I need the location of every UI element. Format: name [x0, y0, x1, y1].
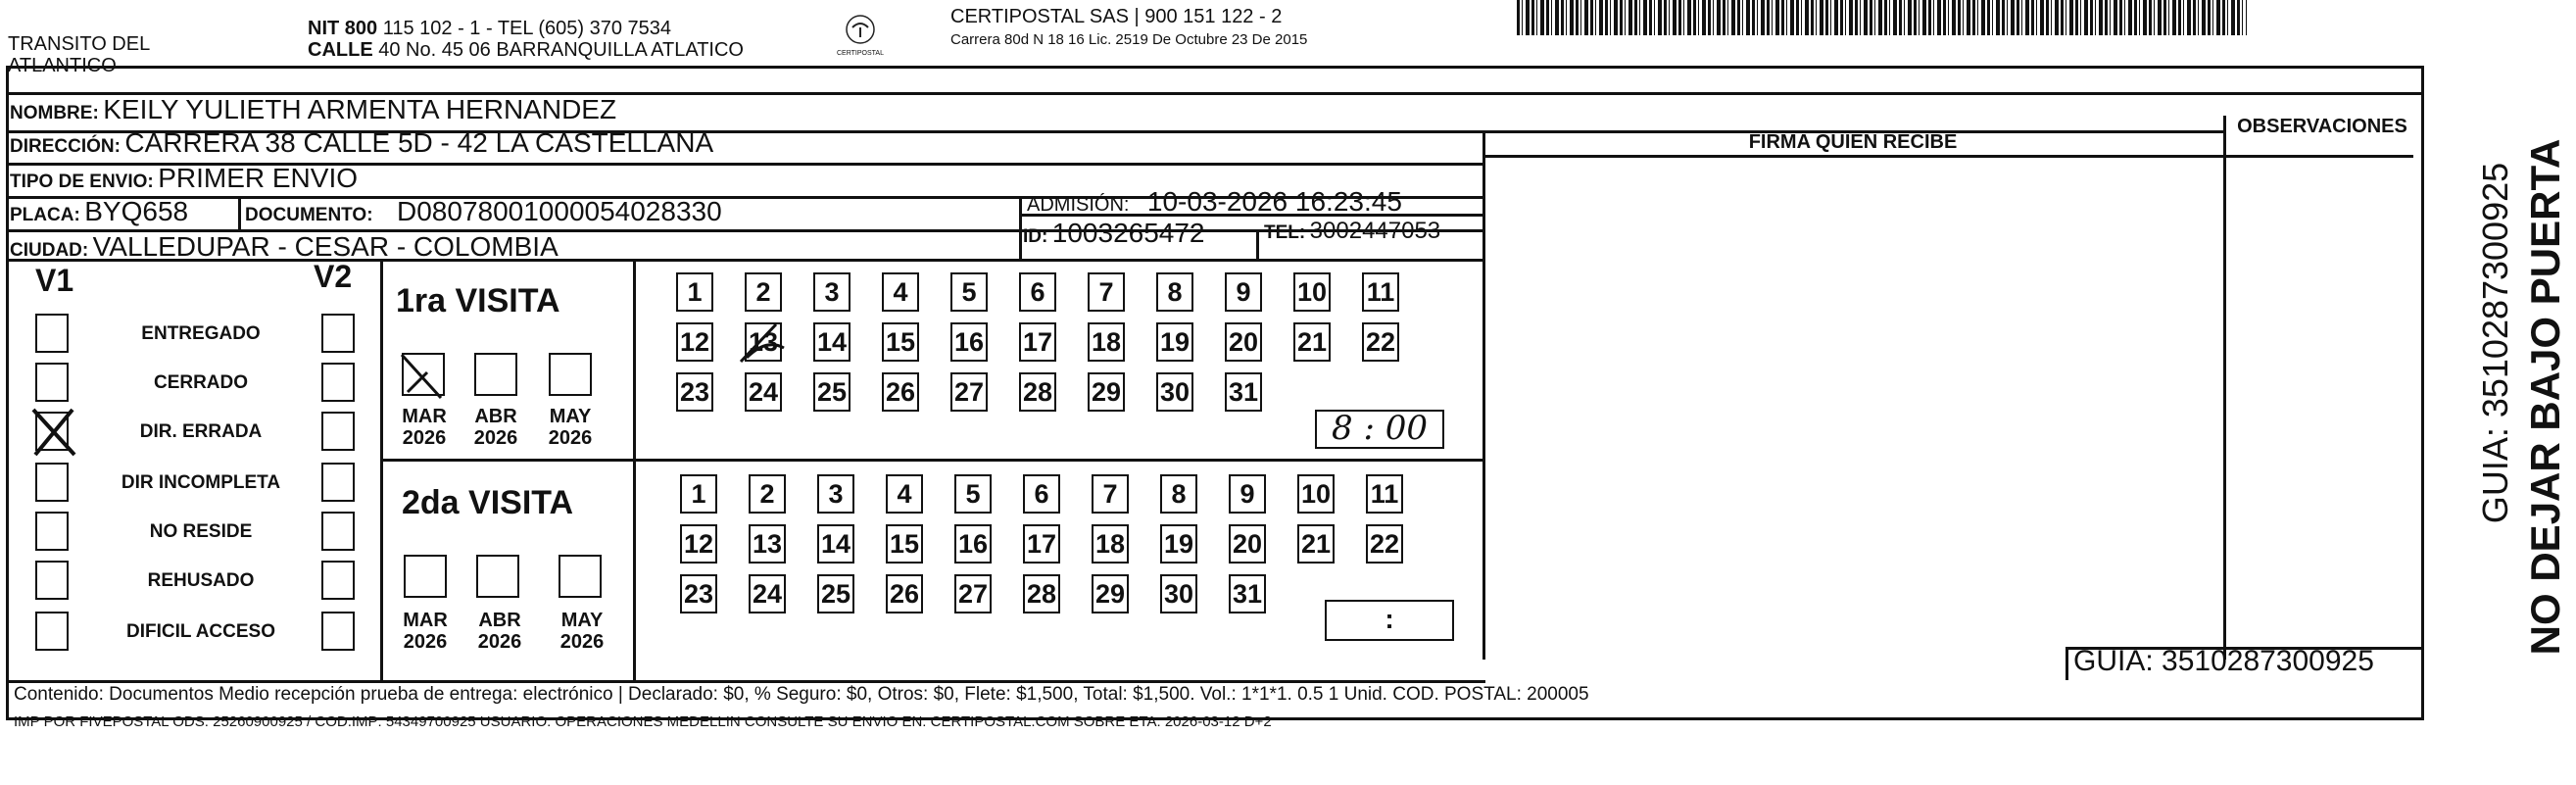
visit-1-day-31[interactable]: 31: [1225, 372, 1262, 412]
year: 2026: [559, 631, 605, 653]
visit-2-day-12[interactable]: 12: [680, 524, 717, 564]
visit-2-day-27[interactable]: 27: [954, 574, 992, 613]
visit-1-label-mar: [398, 406, 451, 449]
v2-checkbox-no-reside[interactable]: [321, 512, 355, 551]
status-dir-errada: DIR. ERRADA: [139, 421, 263, 442]
visit-2-day-4[interactable]: 4: [886, 474, 923, 514]
visit-2-month-mar[interactable]: [404, 555, 447, 598]
v2-checkbox-cerrado[interactable]: [321, 363, 355, 402]
handwritten-check-mark: [398, 347, 457, 402]
tel-label: TEL:: [1264, 222, 1306, 243]
documento-cell: [245, 196, 722, 227]
visit-2-day-6[interactable]: 6: [1023, 474, 1060, 514]
year: 2026: [477, 631, 522, 653]
visit-1-day-1[interactable]: 1: [676, 272, 713, 312]
visit-2-day-25[interactable]: 25: [817, 574, 854, 613]
visit-1-day-18[interactable]: 18: [1088, 322, 1125, 362]
visit-1-day-8[interactable]: 8: [1156, 272, 1193, 312]
month-name: MAR: [403, 610, 448, 631]
v2-checkbox-dificil-acceso[interactable]: [321, 612, 355, 651]
visit-1-day-12[interactable]: 12: [676, 322, 713, 362]
visit-1-day-25[interactable]: 25: [813, 372, 851, 412]
visit-1-month-abr[interactable]: [474, 353, 517, 396]
visit-1-day-22[interactable]: 22: [1362, 322, 1399, 362]
visit-2-time-field[interactable]: :: [1325, 600, 1454, 641]
side-guia: GUIA: 3510287300925: [2475, 162, 2515, 524]
ciudad-value: VALLEDUPAR - CESAR - COLOMBIA: [92, 231, 559, 262]
month-name: MAY: [549, 406, 592, 427]
visit-1-label-abr: [468, 406, 523, 449]
visit-2-day-5[interactable]: 5: [954, 474, 992, 514]
placa-cell: [10, 196, 188, 227]
side-warning: NO DEJAR BAJO PUERTA: [2522, 138, 2568, 656]
visit-2-day-21[interactable]: 21: [1297, 524, 1335, 564]
visit-1-day-26[interactable]: 26: [882, 372, 919, 412]
visit-1-title: 1ra VISITA: [396, 282, 560, 319]
visit-1-day-2[interactable]: 2: [745, 272, 782, 312]
v1-checkbox-dificil-acceso[interactable]: [35, 612, 69, 651]
tel-value: 3002447053: [1309, 218, 1441, 244]
ciudad-row: [10, 231, 559, 263]
v2-checkbox-entregado[interactable]: [321, 314, 355, 353]
month-name: MAR: [402, 406, 447, 427]
visit-1-day-9[interactable]: 9: [1225, 272, 1262, 312]
admision-value: 10-03-2026 16:23:45: [1146, 186, 1402, 217]
visit-2-day-19[interactable]: 19: [1160, 524, 1197, 564]
visit-2-day-9[interactable]: 9: [1229, 474, 1266, 514]
status-cerrado: CERRADO: [153, 372, 249, 393]
direccion-row: [10, 127, 713, 159]
status-no-reside: NO RESIDE: [149, 521, 253, 542]
tipo-row: [10, 163, 358, 194]
handwritten-day-mark: [737, 319, 790, 368]
visit-2-day-16[interactable]: 16: [954, 524, 992, 564]
visit-2-month-abr[interactable]: [476, 555, 519, 598]
visit-2-day-1[interactable]: 1: [680, 474, 717, 514]
company-line-2: ATLANTICO: [8, 55, 117, 76]
visit-1-day-3[interactable]: 3: [813, 272, 851, 312]
placa-value: BYQ658: [84, 196, 189, 226]
company-line-1: TRANSITO DEL: [8, 33, 151, 55]
visit-1-day-23[interactable]: 23: [676, 372, 713, 412]
visit-1-day-30[interactable]: 30: [1156, 372, 1193, 412]
ciudad-label: CIUDAD:: [10, 240, 89, 261]
visit-1-day-20[interactable]: 20: [1225, 322, 1262, 362]
visit-1-day-29[interactable]: 29: [1088, 372, 1125, 412]
visit-2-day-22[interactable]: 22: [1366, 524, 1403, 564]
v2-label: V2: [314, 259, 353, 294]
visit-1-time-field[interactable]: 8 : 00: [1315, 410, 1444, 449]
visit-2-title: 2da VISITA: [402, 484, 574, 521]
status-dificil-acceso: DIFICIL ACCESO: [125, 621, 275, 642]
year: 2026: [403, 631, 448, 653]
id-value: 1003265472: [1051, 218, 1205, 248]
visit-1-day-21[interactable]: 21: [1293, 322, 1331, 362]
address-value: 40 No. 45 06 BARRANQUILLA ATLATICO: [372, 39, 744, 61]
visit-2-day-11[interactable]: 11: [1366, 474, 1403, 514]
logo-text: CERTIPOSTAL: [837, 50, 884, 57]
status-dir-incompleta: DIR INCOMPLETA: [121, 472, 281, 493]
documento-label: DOCUMENTO:: [245, 205, 373, 225]
id-cell: [1023, 218, 1205, 249]
visit-1-day-14[interactable]: 14: [813, 322, 851, 362]
v2-checkbox-rehusado[interactable]: [321, 561, 355, 600]
tel-cell: [1264, 218, 1440, 245]
visit-1-day-13[interactable]: 13: [745, 322, 782, 362]
courier-line-2: Carrera 80d N 18 16 Lic. 2519 De Octubre 23 De 2015: [950, 31, 1308, 48]
visit-1-day-4[interactable]: 4: [882, 272, 919, 312]
v1-label: V1: [35, 263, 74, 298]
signature-area[interactable]: [1487, 159, 2218, 649]
visit-2-day-29[interactable]: 29: [1092, 574, 1129, 613]
visit-2-day-14[interactable]: 14: [817, 524, 854, 564]
tipo-label: TIPO DE ENVIO:: [10, 172, 154, 192]
month-name: ABR: [478, 610, 521, 631]
observaciones-header: OBSERVACIONES: [2237, 116, 2407, 137]
placa-label: PLACA:: [10, 205, 80, 225]
v2-checkbox-dir-errada[interactable]: [321, 412, 355, 451]
visit-1-day-19[interactable]: 19: [1156, 322, 1193, 362]
footer-guia: GUIA: 3510287300925: [2073, 645, 2374, 677]
visit-2-day-3[interactable]: 3: [817, 474, 854, 514]
nombre-row: [10, 94, 616, 125]
company-contact: [308, 18, 744, 61]
tipo-value: PRIMER ENVIO: [158, 163, 359, 193]
id-label: ID:: [1023, 226, 1048, 247]
visit-2-day-17[interactable]: 17: [1023, 524, 1060, 564]
visit-1-day-16[interactable]: 16: [950, 322, 988, 362]
visit-2-day-13[interactable]: 13: [749, 524, 786, 564]
status-rehusado: REHUSADO: [147, 570, 255, 591]
visit-2-day-10[interactable]: 10: [1297, 474, 1335, 514]
visit-1-day-15[interactable]: 15: [882, 322, 919, 362]
year: 2026: [548, 427, 593, 449]
status-entregado: ENTREGADO: [141, 323, 261, 344]
courier-line-1: CERTIPOSTAL SAS | 900 151 122 - 2: [950, 6, 1283, 27]
visit-1-day-10[interactable]: 10: [1293, 272, 1331, 312]
visit-1-day-6[interactable]: 6: [1019, 272, 1056, 312]
observations-area[interactable]: [2228, 159, 2416, 649]
v1-checkbox-dir-incompleta[interactable]: [35, 463, 69, 502]
visit-1-day-11[interactable]: 11: [1362, 272, 1399, 312]
visit-2-day-2[interactable]: 2: [749, 474, 786, 514]
visit-2-day-30[interactable]: 30: [1160, 574, 1197, 613]
visit-2-day-28[interactable]: 28: [1023, 574, 1060, 613]
handwritten-x-mark: [29, 406, 78, 459]
v2-checkbox-dir-incompleta[interactable]: [321, 463, 355, 502]
year: 2026: [473, 427, 518, 449]
nit-value: 115 102 - 1 - TEL (605) 370 7534: [377, 18, 671, 39]
visit-2-day-23[interactable]: 23: [680, 574, 717, 613]
visit-1-day-5[interactable]: 5: [950, 272, 988, 312]
documento-value: D08078001000054028330: [397, 196, 722, 226]
visit-2-day-20[interactable]: 20: [1229, 524, 1266, 564]
courier-logo-icon: [841, 14, 880, 47]
admision-cell: [1027, 186, 1402, 218]
year: 2026: [402, 427, 447, 449]
visit-2-day-24[interactable]: 24: [749, 574, 786, 613]
month-name: ABR: [474, 406, 517, 427]
v1-checkbox-entregado[interactable]: [35, 314, 69, 353]
visit-1-day-7[interactable]: 7: [1088, 272, 1125, 312]
visit-2-day-7[interactable]: 7: [1092, 474, 1129, 514]
v1-checkbox-dir-errada[interactable]: [35, 412, 69, 451]
nombre-label: NOMBRE:: [10, 103, 99, 123]
visit-2-day-26[interactable]: 26: [886, 574, 923, 613]
visit-2-day-8[interactable]: 8: [1160, 474, 1197, 514]
nit-label: NIT 800: [308, 18, 378, 39]
visit-1-day-27[interactable]: 27: [950, 372, 988, 412]
direccion-label: DIRECCIÓN:: [10, 136, 121, 157]
firma-header: FIRMA QUIEN RECIBE: [1748, 131, 1958, 153]
visit-1-day-28[interactable]: 28: [1019, 372, 1056, 412]
courier-info: [950, 6, 1307, 48]
month-name: MAY: [560, 610, 604, 631]
visit-1-month-mar[interactable]: [402, 353, 445, 396]
visit-1-month-may[interactable]: [549, 353, 592, 396]
footer-imp: IMP POR FIVEPOSTAL ODS: 25260900925 / COD.IMP: 54349700925 USUARIO: OPERACIONES MEDELLIN CONSULTE SU ENVIO EN: CERTIPOSTAL.COM SOBRE ETA: 2026-03-12 D+2: [14, 713, 1272, 730]
v1-checkbox-cerrado[interactable]: [35, 363, 69, 402]
visit-1-day-24[interactable]: 24: [745, 372, 782, 412]
visit-2-label-abr: [472, 610, 527, 653]
visit-1-day-17[interactable]: 17: [1019, 322, 1056, 362]
courier-logo: [831, 14, 890, 63]
address-label: CALLE: [308, 39, 373, 61]
admision-label: ADMISIÓN:: [1027, 194, 1130, 216]
visit-2-label-mar: [398, 610, 453, 653]
visit-2-day-18[interactable]: 18: [1092, 524, 1129, 564]
direccion-value: CARRERA 38 CALLE 5D - 42 LA CASTELLANA: [124, 127, 714, 158]
nombre-value: KEILY YULIETH ARMENTA HERNANDEZ: [103, 94, 617, 124]
visit-1-label-may: [543, 406, 598, 449]
barcode: [1517, 0, 2247, 35]
footer-contenido: Contenido: Documentos Medio recepción prueba de entrega: electrónico | Declarado: $0, % Seguro: $0, Otros: $0, Flete: $1,500, Total: $1,500. Vol.: 1*1*1. 0.5 1 Unid. COD. POSTAL: 200005: [14, 684, 1589, 705]
visit-2-day-31[interactable]: 31: [1229, 574, 1266, 613]
v1-checkbox-no-reside[interactable]: [35, 512, 69, 551]
v1-checkbox-rehusado[interactable]: [35, 561, 69, 600]
visit-2-label-may: [555, 610, 609, 653]
visit-2-month-may[interactable]: [559, 555, 602, 598]
visit-2-day-15[interactable]: 15: [886, 524, 923, 564]
